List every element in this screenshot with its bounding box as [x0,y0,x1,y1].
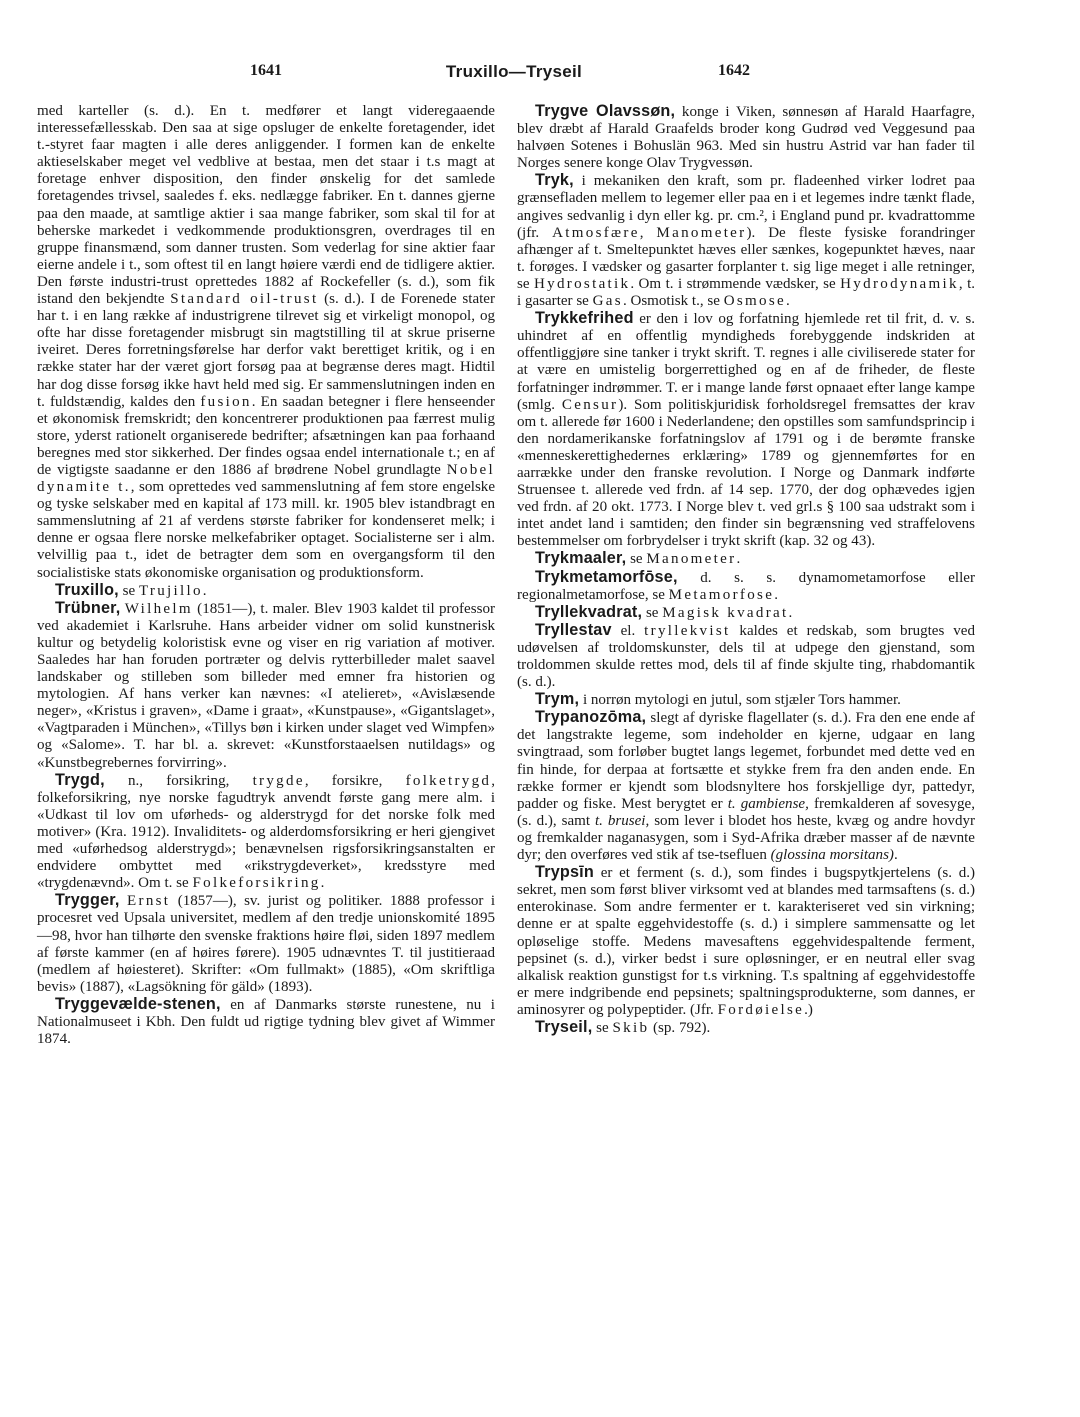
entry-text: . [893,847,898,864]
entry-headword: Trykkefrihed [535,309,634,328]
entry-text: . En saadan betegner i flere henseender et økonomisk fremskridt; den koncentrerer produktionen paa færrest mulig store, yderst rationelt organiserede bedrifter; afsætningen kan paa forhaand beregnes med stor sikkerhed. Der findes ogsaa endel internationale t.; en af de vigtigste saadanne er den 1886 af brødrene Nobel grundlagte [37,393,495,478]
cross-reference: Osmose [723,293,786,310]
entry-text: . [202,582,207,599]
left-page-number: 1641 [250,62,282,79]
italic-term: (glossina morsitans) [770,847,894,864]
entry-headword: Tryk, [535,171,574,190]
cross-reference: Manometer [646,551,737,568]
entry-headword: Tryllekvadrat, [535,602,643,621]
dictionary-entry [37,892,495,996]
dictionary-entry [517,550,975,568]
entry-text: med karteller (s. d.). En t. medfører et langt videregaaende interessefællesskab. Den saa at sige opsluger de enkelte foretagender, idet t.-styret faar magten i alle deres anliggender. I formen kan de enkelte aktieselskaber meget vel vedblive at bestaa, men det staar i t.s magt at foretage enhver disposition, den finder ønskelig for det samlede foretagendes trivsel, saaledes f. eks. nedlægge fabriker. En t. dannes gjerne paa den maade, at samtlige aktier i saa mange fabriker, som skal til for at beherske markedet i vedkommende produktionsgren, overdrages til en gruppe finansmænd, som danner trusten. Som vederlag for sine aktier faar eierne andele i t., som oftest til en langt høiere værdi end de tidligere aktier. Den første industri-trust oprettedes 1882 af Rockefeller (s. d.), som fik istand den bekjendte [37,103,495,308]
entry-headword: Trykmetamorfōse, [535,567,678,586]
entry-headword: Trygger, [55,891,120,910]
dictionary-entry [517,103,975,172]
cross-reference: Wilhelm [124,600,193,617]
dictionary-entry [517,569,975,604]
entry-headword: Trygd, [55,770,105,789]
cross-reference: folketrygd [405,772,492,789]
entry-text: er et ferment (s. d.), som findes i bugspytkjertelens (s. d.) sekret, men som først bliver virksomt ved at blandes med tarmsaftens (s. d.) enterokinase. Som andre fermenter er t. karakteriseret ved sin virkning; denne er at spalte eggehvidestoffe (s. d.) i simplere sammensatte og let opløselige stoffe. Medens mavesaftens eggehvidespaltende ferment, pepsinet (s. d.), virker bedst i sure opløsninger, er en neutral eller svag alkalisk reaktion gunstigst for t.s virkning. T.s spaltning af eggehvidestoffe er mere indgribende end pepsinets; spaltningsprodukterne, som dannes, er aminosyrer og polypeptider. (Jfr. [517,865,975,1018]
entry-text: (s. d.). I de Forenede stater har t. i en lang række af industrigrene tilrevet sig et virkeligt monopol, og ofte har disse foretagender misbrugt sin magtstilling til at skrue priserne iveiret. Deres forretningsførelse har derfor vakt berettiget kritik, og i en række stater har der været gjort forsøg paa at begrænse deres magt. Hidtil har dog disse forsøg ikke havt held med sig. Er sammenslutningen inden en t. fuldstændig, kaldes den [37,291,495,410]
entry-headword: Tryseil, [535,1017,593,1036]
cross-reference: Fordøielse [717,1001,805,1018]
entry-headword: Trykmaaler, [535,549,627,568]
entry-text: . [788,604,793,621]
cross-reference: Nobel dynamite t. [37,461,495,496]
right-page-number: 1642 [718,62,750,79]
entry-text: . [320,875,325,892]
dictionary-entry [37,582,495,600]
entry-text: , som oprettedes ved sammenslutning af fem store engelske og tyske selskaber med en kapital af 173 mill. kr. 1905 blev istandbragt en sammenslutning af 21 af verdens største fabriker for kondenseret melk; i denne er ogsaa flere norske melkefabriker optaget. Socialisterne ser i alm. velvillig paa t., idet de betragter dem som en overgangsform til den socialistiske stats økonomiske organisation og produktionsform. [37,479,495,581]
entry-text: slegt af dyriske flagellater (s. d.). Fra den ene ende af det langstrakte legeme, som indeholder en kjerne, udgaar en lang svingtraad, som forløber bugtet langs legemet, forbundet med dette ved en fin hinde, for derpaa at fortsætte et stykke frem fra den anden ende. En række former er kjendt som blodsnyltere hos forskjellige dyr, pattedyr, padder og fiske. Mest berygtet er [517,710,975,812]
cross-reference: Atmosfære [552,224,640,241]
entry-text: se [642,604,663,621]
entry-text: , t. i gasarter se [517,275,976,310]
entry-text: .) [804,1001,813,1018]
entry-text: . Osmotisk t., se [622,293,724,310]
dictionary-entry [517,310,975,550]
entry-text: , [639,224,657,241]
entry-text: konge i Viken, sønnesøn af Harald Haarfagre, blev dræbt af Harald Graafelds broder kong Gudrød ved Veggesund paa halvøen Sotenes i Bohuslän 963. Med sin hustru Astrid var han fader til Norges senere konge Olav Trygvessøn. [517,104,975,172]
dictionary-entry [37,600,495,772]
dictionary-entry [37,772,495,893]
entry-headword: Trym, [535,690,580,709]
cross-reference: Censur [561,396,619,413]
dictionary-entry [517,864,975,1019]
cross-reference: fusion [200,393,252,410]
cross-reference: Magisk kvadrat [662,604,789,621]
entry-text: i norrøn mytologi en jutul, som stjæler Tors hammer. [579,692,901,709]
cross-reference: Gas [592,293,623,310]
entry-text: . [736,551,741,568]
entry-text: (1857—), sv. jurist og politiker. 1888 professor i procesret ved Upsala universitet, medlem af den tredje unionskomité 1895—98, hvor han tilhørte den svenske fraktions høire fløi, siden 1897 medlem af første kammer (en af høires førere). 1905 udnævntes T. til justitieraad (medlem af høiesteret). Skrifter: «Om fullmakt» (1885), «Om skriftliga bevis» (1887), «Lagsökning för gäld» (1893). [37,893,495,995]
cross-reference: Ernst [127,893,171,910]
entry-text: er den i lov og forfatning hjemlede ret til frit, d. v. s. uhindret af en offentlig myndigheds forebyggende indskriden at offentliggjøre sine tanker i trykt skrift. T. regnes i alle civiliserede stater for at være en umistelig borgerrettighed og en af de friheder, de fleste forfatninger indrømmer. T. er i mange lande først opnaaet efter lange kampe (smlg. [517,311,975,413]
entry-text: d. s. s. dynamometamorfose eller regionalmetamorfose, se [517,569,975,603]
italic-term: t. gambiense, [727,795,809,812]
dictionary-entry [517,709,975,864]
cross-reference: Trujillo [138,582,203,599]
cross-reference: Standard oil-trust [170,291,319,308]
entry-text: , forsikre, [304,772,406,789]
entry-headword: Truxillo, [55,580,119,599]
italic-term: t. brusei, [594,812,650,829]
entry-text: . Om t. i strømmende vædsker, se [630,275,841,292]
entry-text [120,893,127,909]
cross-reference: Folkeforsikring [192,875,321,892]
entry-headword: Tryggevælde-stenen, [55,994,221,1013]
entry-headword: Trypsīn [535,863,594,882]
dictionary-entry [517,1019,975,1037]
entry-text: . [785,293,790,310]
entry-text: se [592,1019,613,1036]
entry-text: n., forsikring, [104,772,253,789]
continued-entry [37,103,495,582]
dictionary-entry [517,604,975,622]
dictionary-entry [517,622,975,691]
cross-reference: Metamorfose [668,586,775,603]
entry-text: el. [611,622,645,639]
cross-reference: Hydrodynamik [840,275,959,292]
entry-text: som lever i blodet hos heste, kvæg og andre hovdyr og fremkalder naganasygen, som i Syd-Afrika dræber masser af de nævnte dyr; den overføres ved stik af tse-tsefluen [517,812,975,864]
dictionary-entry [37,996,495,1048]
entry-text: . [774,586,778,603]
entry-text: , folkeforsikring, nye norske fagudtryk anvendt første gang mere alm. i «Udkast til lov om uførheds- og alderstrygd for det norske folk med motiver» (Kra. 1912). Invaliditets- og alderdomsforsikring er heri gjengivet med «uførhedsog alderstrygd»; benævnelsen rigsforsikringsanstalten er endvidere ombyttet med «rikstrygdeverket», kredsstyre med «trygdenævnd». Om t. se [37,772,496,892]
entry-text: (1851—), t. maler. Blev 1903 kaldet til professor ved akademiet i Karlsruhe. Hans arbeider vidner om solid kunstnerisk kultur og betydelig koloristisk evne og viser en rig variation af motiver. Saaledes har han foruden portræter og delvis rytterbilleder malet saavel landskaber og stilleben som billeder med emner fra historien og mytologien. Af hans verker kan nævnes: «I atelieret», «Avislæsende neger», «Kristus i graven», «Dame i graat», «Kunstpause», «Gigantslaget», «Vagtparaden i München», «Tillys bøn i kirken under slaget ved Wimpfen» og «Salome». T. har bl. a. skrevet: «Kunstforstaaelsen nutildags» og «Kunstbegrebernes forvirring». [37,600,495,771]
entry-text: ). Som politiskjuridisk forholdsregel fremsattes der krav om t. allerede før 1600 i Nederlandene; den opstilles som samfundsprincip i den nordamerikanske forfatningslov af 1791 og i de berømte franske «menneskerettighedernes erklæring» 1789 og gjennemførtes for en aarrække under den franske revolution. I Norge og Danmark indførte Struensee t. allerede ved frdn. af 14 sep. 1770, der dog ophævedes igjen ved frdn. af 20 okt. 1773. I Norge blev t. ved grl.s § 100 saa udstrakt som i intet andet land i samtiden; den finder sin begrænsning ved straffelovens bestemmelser om forbrydelser i trykt skrift (kap. 32 og 43). [517,396,975,550]
dictionary-entry [517,172,975,310]
entry-text: (sp. 792). [649,1019,711,1036]
running-title: Truxillo—Tryseil [445,62,583,81]
entry-text: se [626,551,647,568]
left-column [37,103,495,1048]
entry-headword: Trygve Olavssøn, [535,102,676,120]
entry-text: en af Danmarks største runestene, nu i Nationalmuseet i Kbh. Den fuldt ud rigtige tydning blev givet af Wimmer 1874. [37,996,495,1048]
cross-reference: trygde [252,772,305,789]
entry-text: se [118,582,139,599]
entry-text: fremkalderen af sovesyge, (s. d.), samt [517,795,975,829]
entry-headword: Trypanozōma, [535,708,647,727]
cross-reference: Skib [612,1019,650,1036]
cross-reference: tryllekvist [644,622,731,639]
entry-text: kaldes et redskab, som brugtes ved udøvelsen af troldomskunster, dels til at udpege den gjenstand, som troldommen skulde rettes mod, dels til af finde skjulte ting, rhabdomantik (s. d.). [517,622,975,691]
right-column [517,103,975,1037]
cross-reference: Hydrostatik [533,275,631,292]
cross-reference: Manometer [656,224,747,241]
entry-text: ). De fleste fysiske forandringer afhænger af t. Smeltepunktet hæves eller sænkes, kogepunktet hæves, naar t. forøges. I vædsker og gasarter forplanter t. sig lige meget i alle retninger, se [517,224,976,292]
entry-text: i mekaniken den kraft, som pr. fladeenhed virker lodret paa grænsefladen mellem to legemer eller paa en i et legemes indre tænkt flade, angives sedvanlig i dyn eller kg. pr. cm.², i England pund pr. kvadrattomme (jfr. [517,173,975,241]
entry-headword: Tryllestav [535,620,612,639]
entry-headword: Trübner, [55,598,121,617]
dictionary-entry [517,691,975,709]
